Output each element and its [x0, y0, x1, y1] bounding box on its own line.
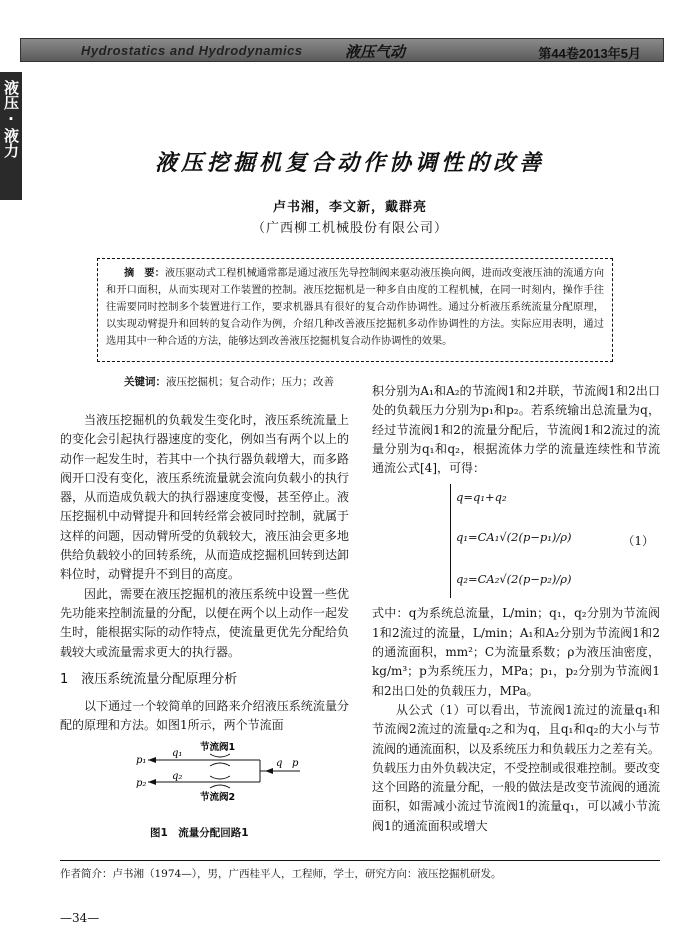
label-p1: p₁ — [136, 754, 147, 766]
body-paragraph: 从公式（1）可以看出，节流阀1流过的流量q₁和节流阀2流过的流量q₂之和为q，且q₁和q₂的大小与节流阀的通流面积，以及系统压力和负载压力之差有关。负载压力由外负载决定，不受控制或很难控制。要改变这个回路的流量分配，一般的做法是改变节流阀的通流面积，如需减小流过节流阀1的流量q₁，可以减小节流阀1的通流面积或增大 — [372, 702, 661, 833]
equation-1 — [372, 482, 660, 600]
side-tab-label: 液压·液力 — [2, 80, 20, 158]
body-paragraph: 因此，需要在液压挖掘机的液压系统中设置一些优先功能来控制流量的分配，以便在两个以上动作一起发生时，能根据实际的动作特点，使流量更优先分配给负载较大或流量需求更大的执行器。 — [60, 586, 349, 659]
right-column — [372, 382, 660, 836]
label-q1: q₁ — [172, 747, 183, 759]
body-paragraph: 积分别为A₁和A₂的节流阀1和2并联，节流阀1和2出口处的负载压力分别为p₁和p₂。若系统输出总流量为q，经过节流阀1和2的流量分配后，节流阀1和2流过的流量分别为q₁和q₂，根据流体力学的流量连续性和节流通流公式[4]，可得： — [372, 384, 660, 476]
label-q: q — [276, 757, 283, 769]
body-paragraph: 当液压挖掘机的负载发生变化时，液压系统流量上的变化会引起执行器速度的变化，例如当有两个以上的动作一起发生时，若其中一个执行器负载增大，而多路阀开口没有变化，液压系统流量就会流向负载小的执行器，从而造成负载大的执行器速度变慢，甚至停止。液压挖掘机中动臂提升和回转经常会被同时控制，就属于这样的问题，因动臂所受的负载较大，液压油会更多地供给负载较小的回转系统，从而造成挖掘机回转到达卸料位时，动臂提升不到目的高度。 — [60, 413, 349, 582]
label-q2: q₂ — [172, 770, 183, 782]
article-title: 液压挖掘机复合动作协调性的改善 — [154, 150, 545, 176]
equation-line-3: q₂=CA₂√(2(p−p₂)/ρ) — [456, 572, 572, 587]
journal-header-bar — [20, 38, 664, 62]
journal-english-name: Hydrostatics and Hydrodynamics — [81, 43, 303, 58]
journal-logo: 液压气动 — [345, 43, 406, 61]
p2-arrow — [148, 779, 156, 785]
section-heading: 1 液压系统流量分配原理分析 — [60, 671, 238, 687]
abstract-text: 液压驱动式工程机械通常都是通过液压先导控制阀来驱动液压换向阀，进而改变液压油的流通方向和开口面积，从而实现对工作装置的控制。液压挖掘机是一种多自由度的工程机械，在同一时刻内，操作手往往需要同时控制多个装置进行工作，要求机器具有很好的复合动作协调性。通过分析液压系统流量分配原理，以实现动臂提升和回转的复合动作为例，介绍几种改善液压挖掘机多动作协调性的方法。实际应用表明，通过选用其中一种合适的方法，能够达到改善液压挖掘机复合动作协调性的效果。 — [106, 268, 605, 347]
keywords — [124, 374, 334, 389]
flow-circuit-diagram — [60, 736, 349, 820]
equation-brace — [450, 484, 454, 598]
body-paragraph: 以下通过一个较简单的回路来介绍液压系统流量分配的原理和方法。如图1所示，两个节流面 — [60, 699, 349, 733]
footnote-divider — [60, 860, 660, 861]
equation-line-1: q=q₁+q₂ — [456, 490, 507, 505]
keywords-label: 关键词： — [124, 376, 166, 388]
label-p: p — [292, 757, 299, 769]
issue-info: 第44卷2013年5月 — [538, 46, 641, 61]
article-authors: 卢书湘，李文新，戴群亮 — [272, 200, 427, 215]
label-p2: p₂ — [136, 777, 147, 789]
equation-line-2: q₁=CA₁√(2(p−p₁)/ρ) — [456, 530, 572, 545]
abstract-label: 摘 要： — [124, 267, 165, 279]
p1-arrow — [148, 757, 156, 763]
q-inlet-arrow — [265, 768, 273, 774]
abstract-box — [97, 258, 613, 362]
article-affiliation: （广西柳工机械股份有限公司） — [251, 221, 448, 236]
page-number: —34— — [60, 911, 100, 925]
figure-1 — [60, 736, 349, 854]
keywords-text: 液压挖掘机；复合动作；压力；改善 — [166, 376, 334, 388]
equation-number: （1） — [622, 534, 654, 549]
label-valve2: 节流阀2 — [200, 791, 236, 803]
figure-caption: 图1 流量分配回路1 — [150, 826, 249, 839]
section-side-tab — [0, 72, 22, 200]
body-paragraph: 式中：q为系统总流量，L/min；q₁，q₂分别为节流阀1和2流过的流量，L/min；A₁和A₂分别为节流阀1和2的通流面积，mm²；C为流量系数；ρ为液压油密度，kg/m³；p为系统压力，MPa；p₁，p₂分别为节流阀1和2出口处的负载压力，MPa。 — [372, 606, 660, 698]
left-column — [60, 411, 349, 854]
author-footnote: 作者简介：卢书湘（1974—），男，广西桂平人，工程师，学士，研究方向：液压挖掘机研发。 — [60, 868, 502, 880]
label-valve1: 节流阀1 — [200, 741, 236, 753]
